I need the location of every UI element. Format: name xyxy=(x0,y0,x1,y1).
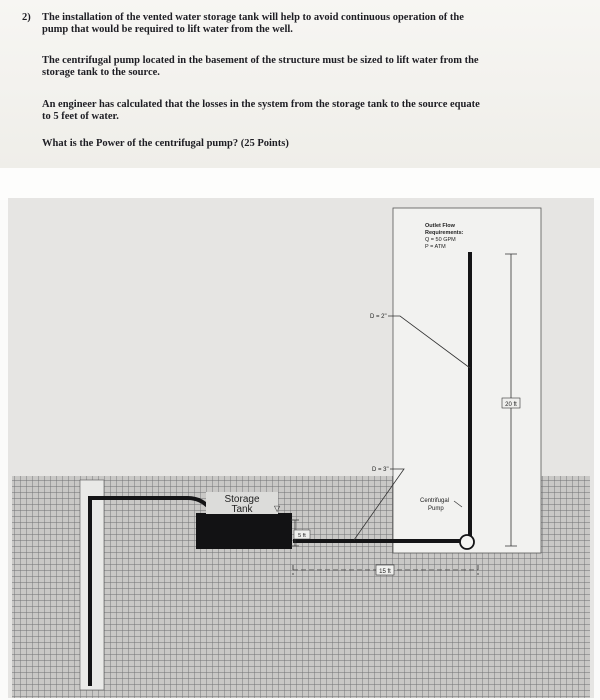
diagram-sheet xyxy=(8,198,594,698)
system-diagram xyxy=(8,198,594,698)
question-para3-line-2: to 5 feet of water. xyxy=(42,111,119,122)
question-para2-line-1: The centrifugal pump located in the basement of the structure must be sized to lift water from the xyxy=(42,55,479,66)
outlet-pressure: P = ATM xyxy=(425,244,446,250)
storage-tank xyxy=(196,513,292,549)
pump-label-1: Centrifugal xyxy=(420,498,450,504)
storage-tank-label-1: Storage xyxy=(224,494,260,505)
question-number: 2) xyxy=(22,12,31,23)
lower-diameter-label: D = 3" xyxy=(372,467,389,473)
small-vertical-dimension-label: 5 ft xyxy=(298,533,306,539)
water-level-symbol: ▽ xyxy=(274,504,281,513)
horizontal-dimension-label: 15 ft xyxy=(379,569,391,575)
outlet-flow-rate: Q = 50 GPM xyxy=(425,237,456,243)
question-line-2: pump that would be required to lift water from the well. xyxy=(42,24,293,35)
question-sheet xyxy=(0,0,600,168)
outlet-title: Outlet Flow xyxy=(425,223,455,229)
storage-tank-label-2: Tank xyxy=(231,504,253,515)
question-line-1: The installation of the vented water storage tank will help to avoid continuous operation of the xyxy=(42,12,464,23)
question-prompt: What is the Power of the centrifugal pump? (25 Points) xyxy=(42,138,289,149)
building-basement-cutout xyxy=(393,208,541,553)
centrifugal-pump xyxy=(460,535,474,549)
upper-diameter-label: D = 2" xyxy=(370,314,387,320)
pump-label-2: Pump xyxy=(428,506,444,512)
height-dimension-label: 20 ft xyxy=(505,402,517,408)
outlet-requirements: Requirements: xyxy=(425,230,464,236)
question-para3-line-1: An engineer has calculated that the losses in the system from the storage tank to the source equate xyxy=(42,99,480,110)
question-para2-line-2: storage tank to the source. xyxy=(42,67,160,78)
sheet-gap xyxy=(0,168,600,200)
